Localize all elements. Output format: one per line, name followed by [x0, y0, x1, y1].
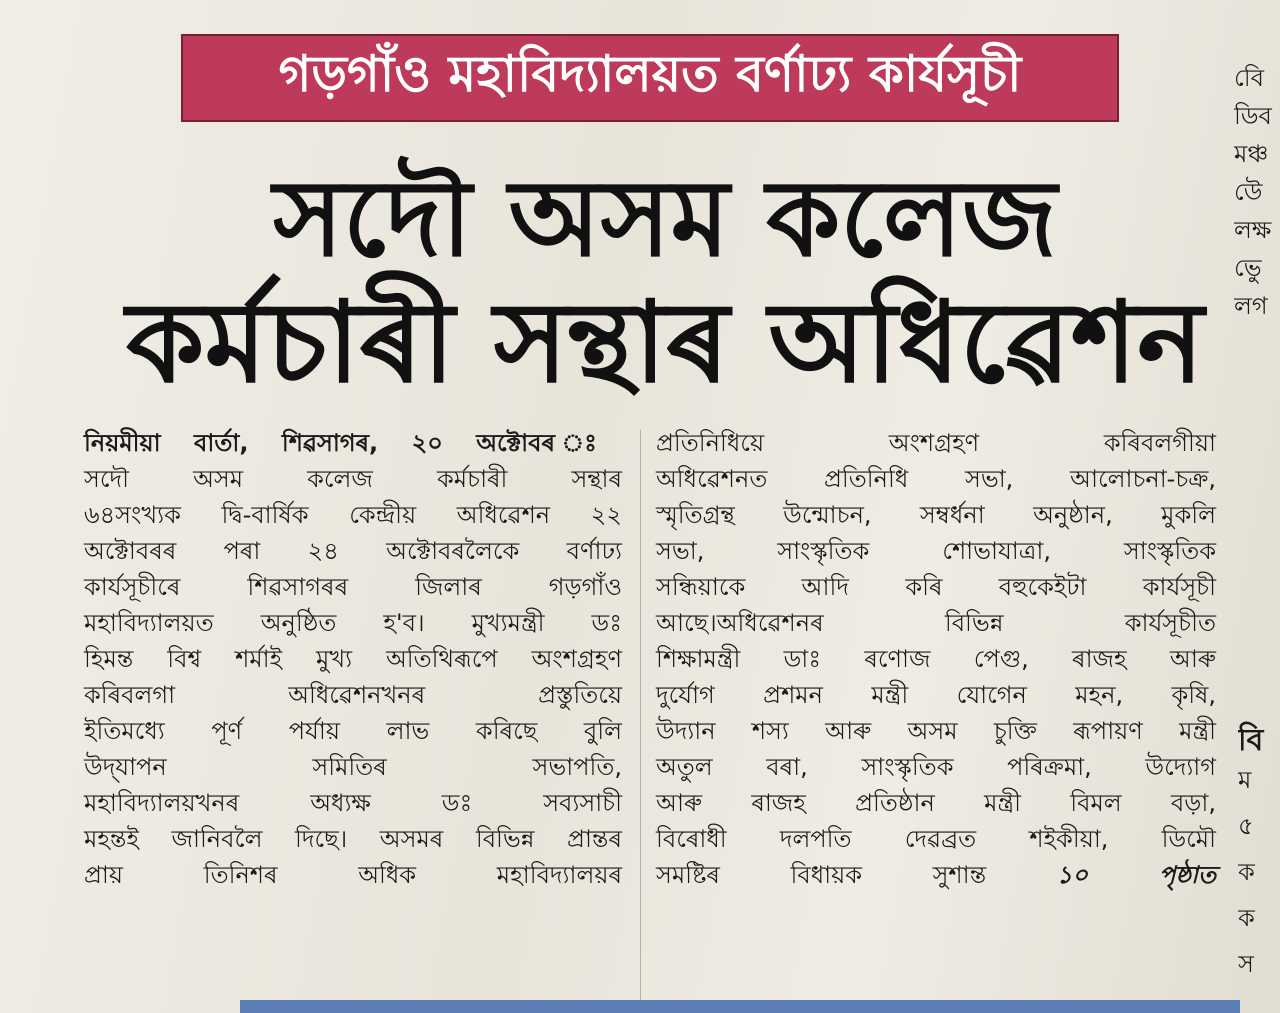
article-line: অধিৱেশনত প্ৰতিনিধি সভা, আলোচনা-চক্ৰ, — [656, 465, 1216, 493]
kicker-text: গড়গাঁও মহাবিদ্যালয়ত বৰ্ণাঢ্য কাৰ্যসূচী — [278, 44, 1022, 103]
article-line: সদৌ অসম কলেজ কৰ্মচাৰী সন্থাৰ — [84, 465, 622, 493]
article-line: সন্ধিয়াকে আদি কৰি বহুকেইটা কাৰ্যসূচী — [656, 573, 1216, 601]
adjacent-fragment: ক — [1238, 904, 1255, 932]
article-line: মহাবিদ্যালয়ত অনুষ্ঠিত হ'ব। মুখ্যমন্ত্ৰী ডঃ — [84, 609, 622, 637]
adjacent-fragment: ক — [1238, 858, 1255, 886]
article-column-1 — [84, 425, 622, 893]
article-line: শিক্ষামন্ত্ৰী ডাঃ ৰণোজ পেগু, ৰাজহ আৰু — [656, 645, 1216, 673]
continued-page-ref: ১০ পৃষ্ঠাত — [1056, 861, 1216, 889]
adjacent-column-top — [1234, 60, 1280, 326]
adjacent-fragment: বিে — [1234, 64, 1264, 92]
article-line: মহাবিদ্যালয়খনৰ অধ্যক্ষ ডঃ সব্যসাচী — [84, 789, 622, 817]
article-line: হিমন্ত বিশ্ব শৰ্মাই মুখ্য অতিথিৰূপে অংশগ্ৰহণ — [84, 645, 622, 673]
headline-line-1: সদৌ অসম কলেজ — [273, 157, 1057, 280]
article-line: দুৰ্যোগ প্ৰশমন মন্ত্ৰী যোগেন মহন, কৃষি, — [656, 681, 1216, 709]
article-line: ৬৪সংখ্যক দ্বি-বাৰ্ষিক কেন্দ্ৰীয় অধিৱেশন ২২ — [84, 501, 622, 529]
article-line: উদ্যান শস্য আৰু অসম চুক্তি ৰূপায়ণ মন্ত্ৰী — [656, 717, 1216, 745]
adjacent-fragment: লক্ষ — [1234, 216, 1272, 244]
column-divider — [640, 430, 641, 1000]
article-line: বিৰোধী দলপতি দেৱব্ৰত শইকীয়া, ডিমৌ — [656, 825, 1216, 853]
adjacent-fragment: স — [1238, 950, 1254, 978]
article-line: মহন্তই জানিবলৈ দিছে। অসমৰ বিভিন্ন প্ৰান্তৰ — [84, 825, 622, 853]
adjacent-fragment: ভুে — [1234, 254, 1262, 282]
article-line: উদ্‌যাপন সমিতিৰ সভাপতি, — [84, 753, 622, 781]
article-line: প্ৰায় তিনিশৰ অধিক মহাবিদ্যালয়ৰ — [84, 861, 622, 889]
article-line: কৰিবলগা অধিৱেশনখনৰ প্ৰস্তুতিয়ে — [84, 681, 622, 709]
article-line: প্ৰতিনিধিয়ে অংশগ্ৰহণ কৰিবলগীয়া — [656, 429, 1216, 457]
page-edge-band — [240, 1000, 1240, 1013]
article-last-line — [656, 857, 1216, 893]
article-line: আছে।অধিৱেশনৰ বিভিন্ন কাৰ্যসূচীত — [656, 609, 1216, 637]
adjacent-fragment: বি — [1238, 723, 1264, 758]
adjacent-fragment: লগ — [1234, 292, 1268, 320]
adjacent-fragment: উে — [1234, 178, 1263, 206]
adjacent-column-bottom — [1238, 716, 1280, 992]
article-line: অক্টোবৰৰ পৰা ২৪ অক্টোবৰলৈকে বৰ্ণাঢ্য — [84, 537, 622, 565]
article-line: অতুল বৰা, সাংস্কৃতিক পৰিক্ৰমা, উদ্যোগ — [656, 753, 1216, 781]
adjacent-fragment: ম — [1238, 766, 1252, 794]
article-line: কাৰ্যসূচীৰে শিৱসাগৰৰ জিলাৰ গড়গাঁও — [84, 573, 622, 601]
article-line: স্মৃতিগ্ৰন্থ উন্মোচন, সম্বৰ্ধনা অনুষ্ঠান, মুকলি — [656, 501, 1216, 529]
dateline: নিয়মীয়া বাৰ্তা, শিৱসাগৰ, ২০ অক্টোবৰ ঃ — [84, 429, 622, 457]
last-line-text: সমষ্টিৰ বিধায়ক সুশান্ত — [656, 861, 987, 889]
adjacent-fragment: ৫ — [1238, 812, 1254, 840]
article-line: আৰু ৰাজহ প্ৰতিষ্ঠান মন্ত্ৰী বিমল বড়া, — [656, 789, 1216, 817]
adjacent-fragment: মঞ্চ — [1234, 140, 1269, 168]
article-line: ইতিমধ্যে পূৰ্ণ পৰ্যায় লাভ কৰিছে বুলি — [84, 717, 622, 745]
article-line: সভা, সাংস্কৃতিক শোভাযাত্ৰা, সাংস্কৃতিক — [656, 537, 1216, 565]
kicker-banner — [181, 34, 1119, 122]
adjacent-fragment: ডিব — [1234, 102, 1272, 130]
headline — [100, 157, 1230, 408]
article-column-2 — [656, 425, 1216, 893]
headline-line-2: কৰ্মচাৰী সন্থাৰ অধিৱেশন — [126, 278, 1204, 408]
